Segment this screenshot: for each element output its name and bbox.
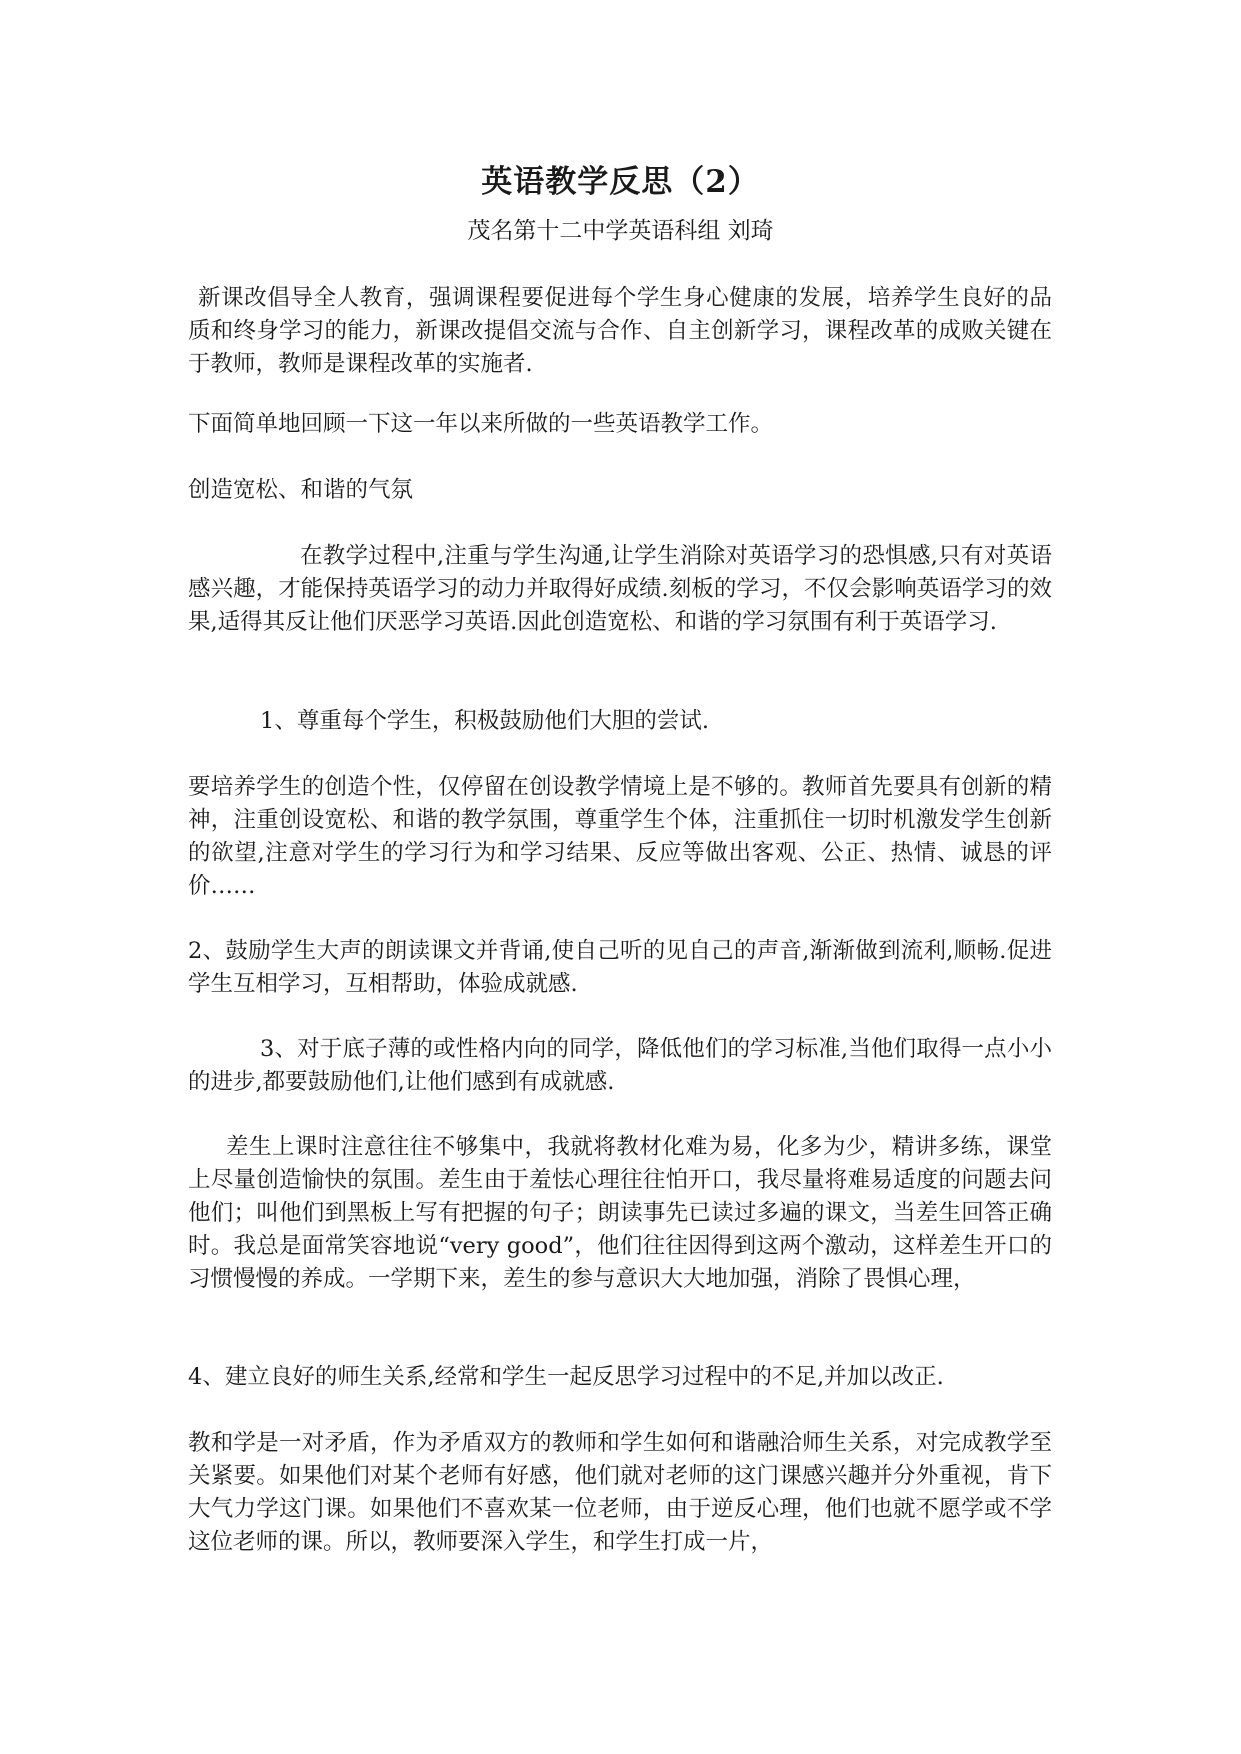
paragraph-intro: 新课改倡导全人教育，强调课程要促进每个学生身心健康的发展，培养学生良好的品质和终身学习的能力，新课改提倡交流与合作、自主创新学习，课程改革的成败关键在于教师，教师是课程改革的实施者. [188, 285, 1052, 377]
point-2: 2、鼓励学生大声的朗读课文并背诵,使自己听的见自己的声音,渐渐做到流利,顺畅.促进学生互相学习，互相帮助，体验成就感. [188, 938, 1052, 997]
document-title: 英语教学反思（2） [481, 164, 760, 200]
point-1: 1、尊重每个学生，积极鼓励他们大胆的尝试. [260, 708, 709, 734]
paragraph-weak-students: 差生上课时注意往往不够集中，我就将教材化难为易，化多为少，精讲多练，课堂上尽量创造愉快的氛围。差生由于羞怯心理往往怕开口，我尽量将难易适度的问题去问他们；叫他们到黑板上写有把握的句子；朗读事先已读过多遍的课文，当差生回答正确时。我总是面常笑容地说“very good”，他们往往因得到这两个激动，这样差生开口的习惯慢慢的养成。一学期下来，差生的参与意识大大地加强，消除了畏惧心理， [188, 1134, 1052, 1292]
paragraph-creativity: 要培养学生的创造个性，仅停留在创设教学情境上是不够的。教师首先要具有创新的精神，注重创设宽松、和谐的教学氛围，尊重学生个体，注重抓住一切时机激发学生创新的欲望,注意对学生的学习行为和学习结果、反应等做出客观、公正、热情、诚恳的评价…… [188, 774, 1052, 899]
paragraph-relationship: 教和学是一对矛盾，作为矛盾双方的教师和学生如何和谐融洽师生关系，对完成教学至关紧要。如果他们对某个老师有好感，他们就对老师的这门课感兴趣并分外重视，肯下大气力学这门课。如果他们不喜欢某一位老师，由于逆反心理，他们也就不愿学或不学这位老师的课。所以，教师要深入学生，和学生打成一片， [188, 1430, 1052, 1555]
point-3: 3、对于底子薄的或性格内向的同学，降低他们的学习标准,当他们取得一点小小的进步,都要鼓励他们,让他们感到有成就感. [188, 1036, 1052, 1095]
section-heading: 创造宽松、和谐的气氛 [188, 477, 414, 503]
paragraph-atmosphere: 在教学过程中,注重与学生沟通,让学生消除对英语学习的恐惧感,只有对英语感兴趣，才能保持英语学习的动力并取得好成绩.刻板的学习，不仅会影响英语学习的效果,适得其反让他们厌恶学习英语.因此创造宽松、和谐的学习氛围有利于英语学习. [188, 543, 1052, 635]
document-subtitle: 茂名第十二中学英语科组 刘琦 [467, 218, 774, 244]
point-4: 4、建立良好的师生关系,经常和学生一起反思学习过程中的不足,并加以改正. [188, 1364, 944, 1390]
paragraph-review: 下面简单地回顾一下这一年以来所做的一些英语教学工作。 [188, 411, 774, 437]
